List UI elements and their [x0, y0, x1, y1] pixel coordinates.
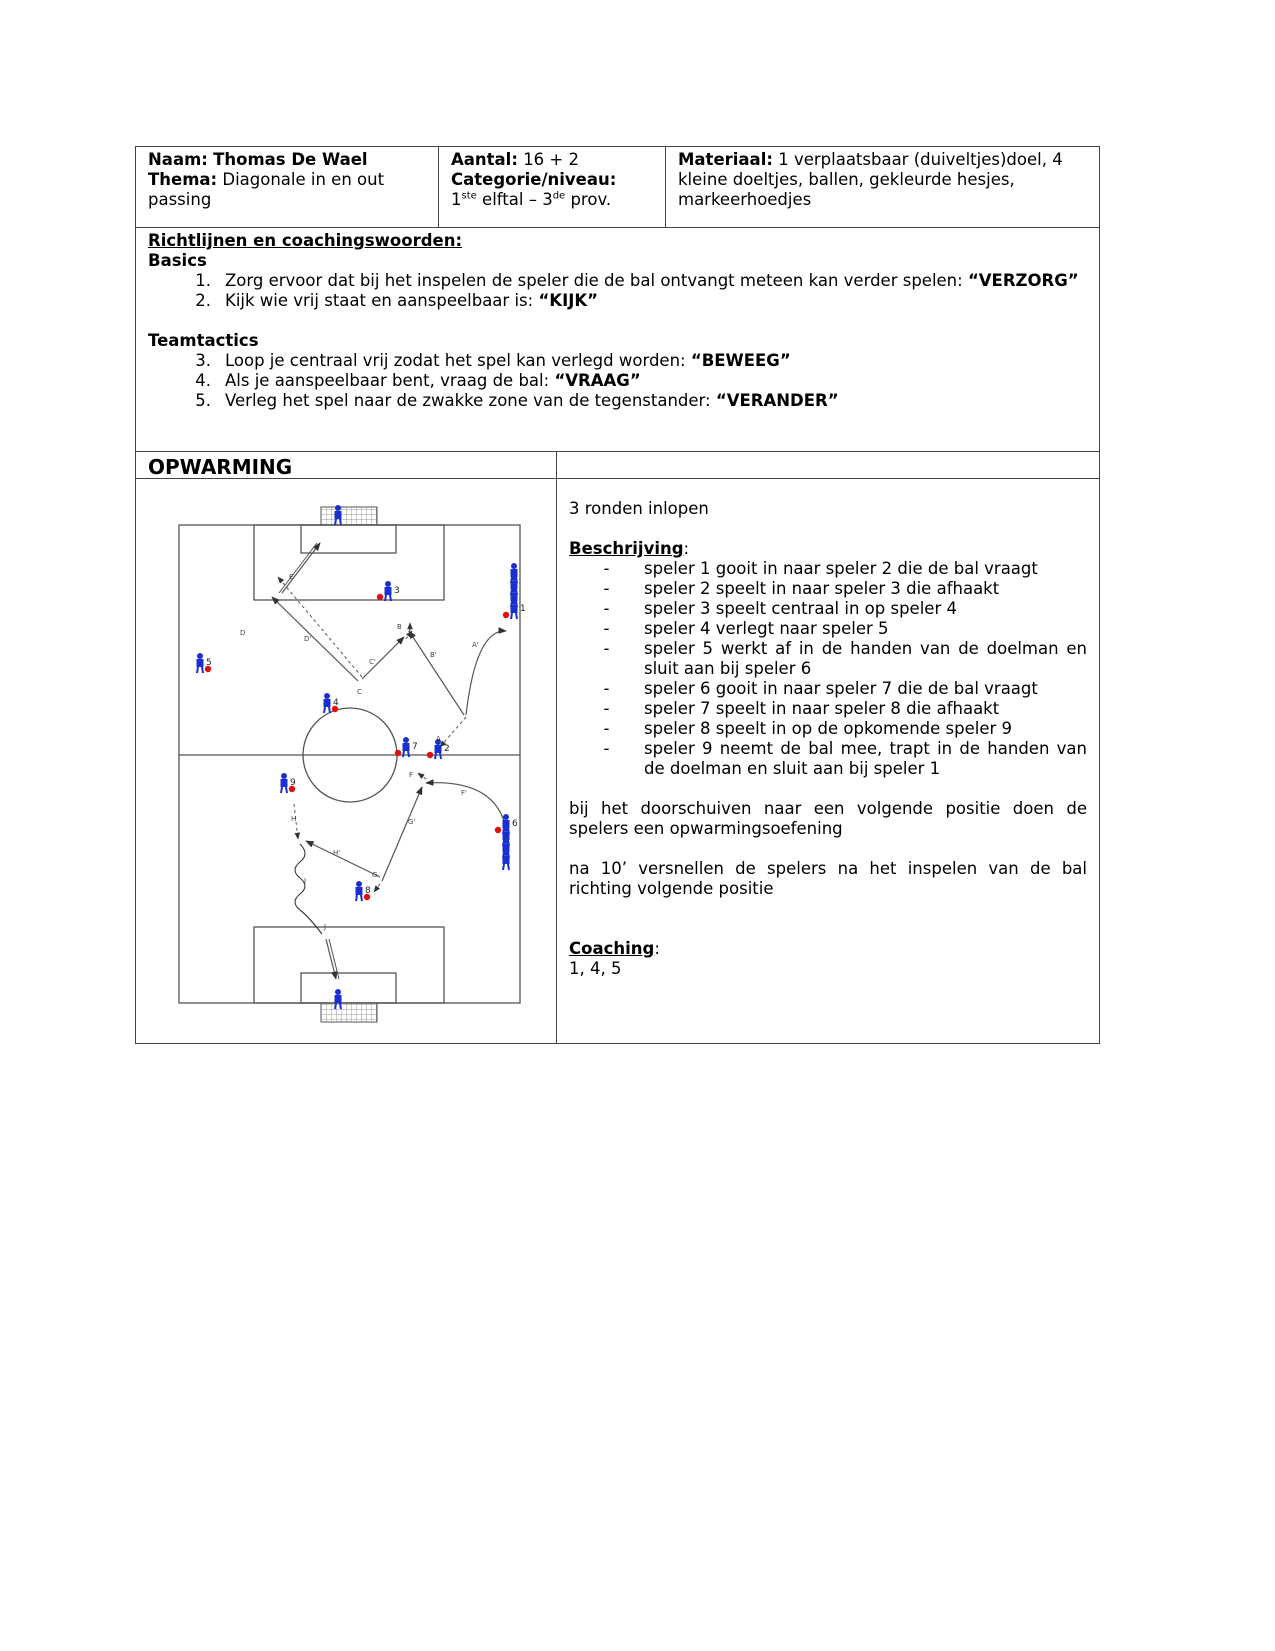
pass-b-prime: [409, 631, 464, 715]
step-item: - speler 1 gooit in naar speler 2 die de bal vraagt: [603, 559, 1038, 578]
pass-label: C: [357, 688, 362, 696]
description-cell: 3 ronden inlopen Beschrijving: - speler 1 gooit in naar speler 2 die de bal vraagt - speler 2 speelt in naar speler 3 die afhaakt - speler 3 speelt centraal in op speler 4 - speler 4 verlegt naar speler 5 - speler 5 werkt af in de handen van de doelman en sluit aan bij speler 6 - speler 6 gooit in naar speler 7 die de bal vraagt - speler 7 speelt in naar speler 8 die afhaakt - speler 8 speelt in op de opkomende speler 9 - speler 9 neemt de bal mee, trapt in de handen van de doelman en sluit aan bij speler 1 bij het doorschuiven naar een volgende positie doen de spelers een opwarmingsoefening na 10’ versnellen de spelers na het inspelen van de bal richting volgende positie Coaching: 1, 4, 5: [557, 479, 1100, 1044]
step-item: - speler 6 gooit in naar speler 7 die de bal vraagt: [603, 679, 1038, 698]
paragraph-versnellen: na 10’ versnellen de spelers na het inspelen van de bal richting volgende positie: [569, 859, 1087, 898]
ball: [495, 827, 501, 833]
guideline-item: 4. Als je aanspeelbaar bent, vraag de bal: “VRAAG”: [195, 371, 641, 390]
guideline-item: 5. Verleg het spel naar de zwakke zone van de tegenstander: “VERANDER”: [195, 391, 839, 410]
materiaal-value: 1 verplaatsbaar (duiveltjes)doel, 4 kleine doeltjes, ballen, gekleurde hesjes, markeerhoedjes: [678, 150, 1063, 209]
player-3: [377, 581, 400, 601]
pass-label: I: [304, 877, 307, 885]
guideline-item: 2. Kijk wie vrij staat en aanspeelbaar is: “KIJK”: [195, 291, 598, 310]
player-number: 4: [333, 698, 339, 708]
pass-d: [278, 577, 362, 677]
opwarming-title: OPWARMING: [148, 455, 293, 479]
beschrijving-label: Beschrijving: [569, 539, 684, 558]
player-6-queue: [503, 850, 510, 870]
materiaal-cell: [666, 147, 1100, 228]
opwarming-title-row: [136, 452, 1100, 479]
aantal-label: Aantal:: [451, 150, 518, 169]
categorie-label: Categorie/niveau:: [451, 170, 617, 189]
pass-label: J: [324, 923, 327, 931]
pass-label: H': [333, 849, 341, 857]
aantal-cell: [439, 147, 666, 228]
step-item: - speler 7 speelt in naar speler 8 die afhaakt: [603, 699, 1000, 718]
coaching-label: Coaching: [569, 939, 655, 958]
naam-label: Naam:: [148, 150, 208, 169]
player-number: 3: [394, 586, 400, 596]
aantal-value: 16 + 2: [523, 150, 579, 169]
pass-label: D': [304, 635, 312, 643]
thema-value: Diagonale in en out passing: [148, 170, 385, 209]
ball: [377, 594, 383, 600]
player-number: 6: [512, 819, 518, 829]
ball: [395, 750, 401, 756]
guidelines-title: Richtlijnen en coachingswoorden:: [148, 231, 463, 250]
bottom-goal-net: [321, 1003, 377, 1022]
basics-title: Basics: [148, 251, 207, 270]
coaching-value: 1, 4, 5: [569, 959, 622, 978]
thema-label: Thema:: [148, 170, 218, 189]
step-item: - speler 9 neemt de bal mee, trapt in de handen van de doelman en sluit aan bij speler 1: [603, 739, 1087, 778]
player-9: [281, 773, 297, 793]
pass-label: E: [289, 573, 294, 581]
steps-list: [569, 559, 1087, 779]
pass-h-prime: [306, 841, 380, 877]
header-row: [136, 147, 1100, 228]
pass-label: F: [409, 771, 414, 779]
bottom-penalty-area: [254, 927, 444, 1003]
categorie-value: 1ste elftal – 3de prov.: [451, 190, 612, 209]
pass-d-prime: [272, 597, 358, 681]
step-item: - speler 4 verlegt naar speler 5: [603, 619, 889, 638]
diagram-cell: [136, 479, 557, 1044]
basics-list: [148, 271, 1087, 311]
pass-label: B: [397, 623, 402, 631]
pass-label: G: [372, 871, 378, 879]
session-sheet: [135, 146, 1099, 1044]
dribble-i: [295, 844, 322, 934]
pass-label: D: [240, 629, 246, 637]
teamtactics-list: [148, 351, 1087, 411]
materiaal-label: Materiaal:: [678, 150, 773, 169]
pass-f: [418, 773, 426, 779]
player-7: [395, 737, 418, 757]
pass-label: C': [369, 658, 376, 666]
ball: [503, 612, 509, 618]
pass-label: A: [436, 735, 441, 743]
pass-g: [374, 884, 380, 892]
pass-label: F': [461, 789, 467, 797]
opwarming-content-row: [136, 479, 1100, 1044]
naam-cell: [136, 147, 439, 228]
teamtactics-title: Teamtactics: [148, 331, 259, 350]
bottom-goal-area: [301, 973, 396, 1003]
opwarming-empty-cell: [557, 452, 1100, 479]
player-number: 2: [444, 744, 450, 754]
guidelines-row: [136, 228, 1100, 452]
pass-a: [440, 717, 466, 747]
player-4: [324, 693, 340, 713]
naam-value: Thomas De Wael: [213, 150, 368, 169]
player-number: 8: [365, 886, 371, 896]
top-goal-net: [321, 507, 377, 525]
intro-text: 3 ronden inlopen: [569, 499, 709, 518]
paragraph-doorschuiven: bij het doorschuiven naar een volgende positie doen de spelers een opwarmingsoefening: [569, 799, 1087, 838]
guideline-item: 1. Zorg ervoor dat bij het inspelen de speler die de bal ontvangt meteen kan verder spelen: “VERZORG”: [195, 271, 1079, 290]
player-8: [356, 881, 372, 901]
player-5: [197, 653, 212, 673]
guideline-item: 3. Loop je centraal vrij zodat het spel kan verlegd worden: “BEWEEG”: [195, 351, 791, 370]
pitch-outline: [179, 525, 520, 1003]
player-number: 5: [206, 658, 212, 668]
step-item: - speler 5 werkt af in de handen van de doelman en sluit aan bij speler 6: [603, 639, 1087, 678]
pass-e-edge: [279, 543, 317, 593]
ball: [427, 752, 433, 758]
opwarming-title-cell: [136, 452, 557, 479]
pass-label: B': [430, 651, 437, 659]
step-item: - speler 2 speelt in naar speler 3 die afhaakt: [603, 579, 1000, 598]
pass-label: H: [291, 815, 297, 823]
guidelines-cell: [136, 228, 1100, 452]
pass-label: G': [408, 818, 416, 826]
player-number: 7: [412, 742, 418, 752]
step-item: - speler 8 speelt in op de opkomende speler 9: [603, 719, 1013, 738]
step-item: - speler 3 speelt centraal in op speler 4: [603, 599, 957, 618]
pass-label: A': [472, 641, 479, 649]
pass-g-prime: [382, 787, 422, 881]
player-number: 1: [520, 604, 526, 614]
session-table: [135, 146, 1100, 1044]
player-1: [503, 599, 526, 619]
player-number: 9: [290, 778, 296, 788]
pitch-diagram: [136, 479, 556, 1039]
